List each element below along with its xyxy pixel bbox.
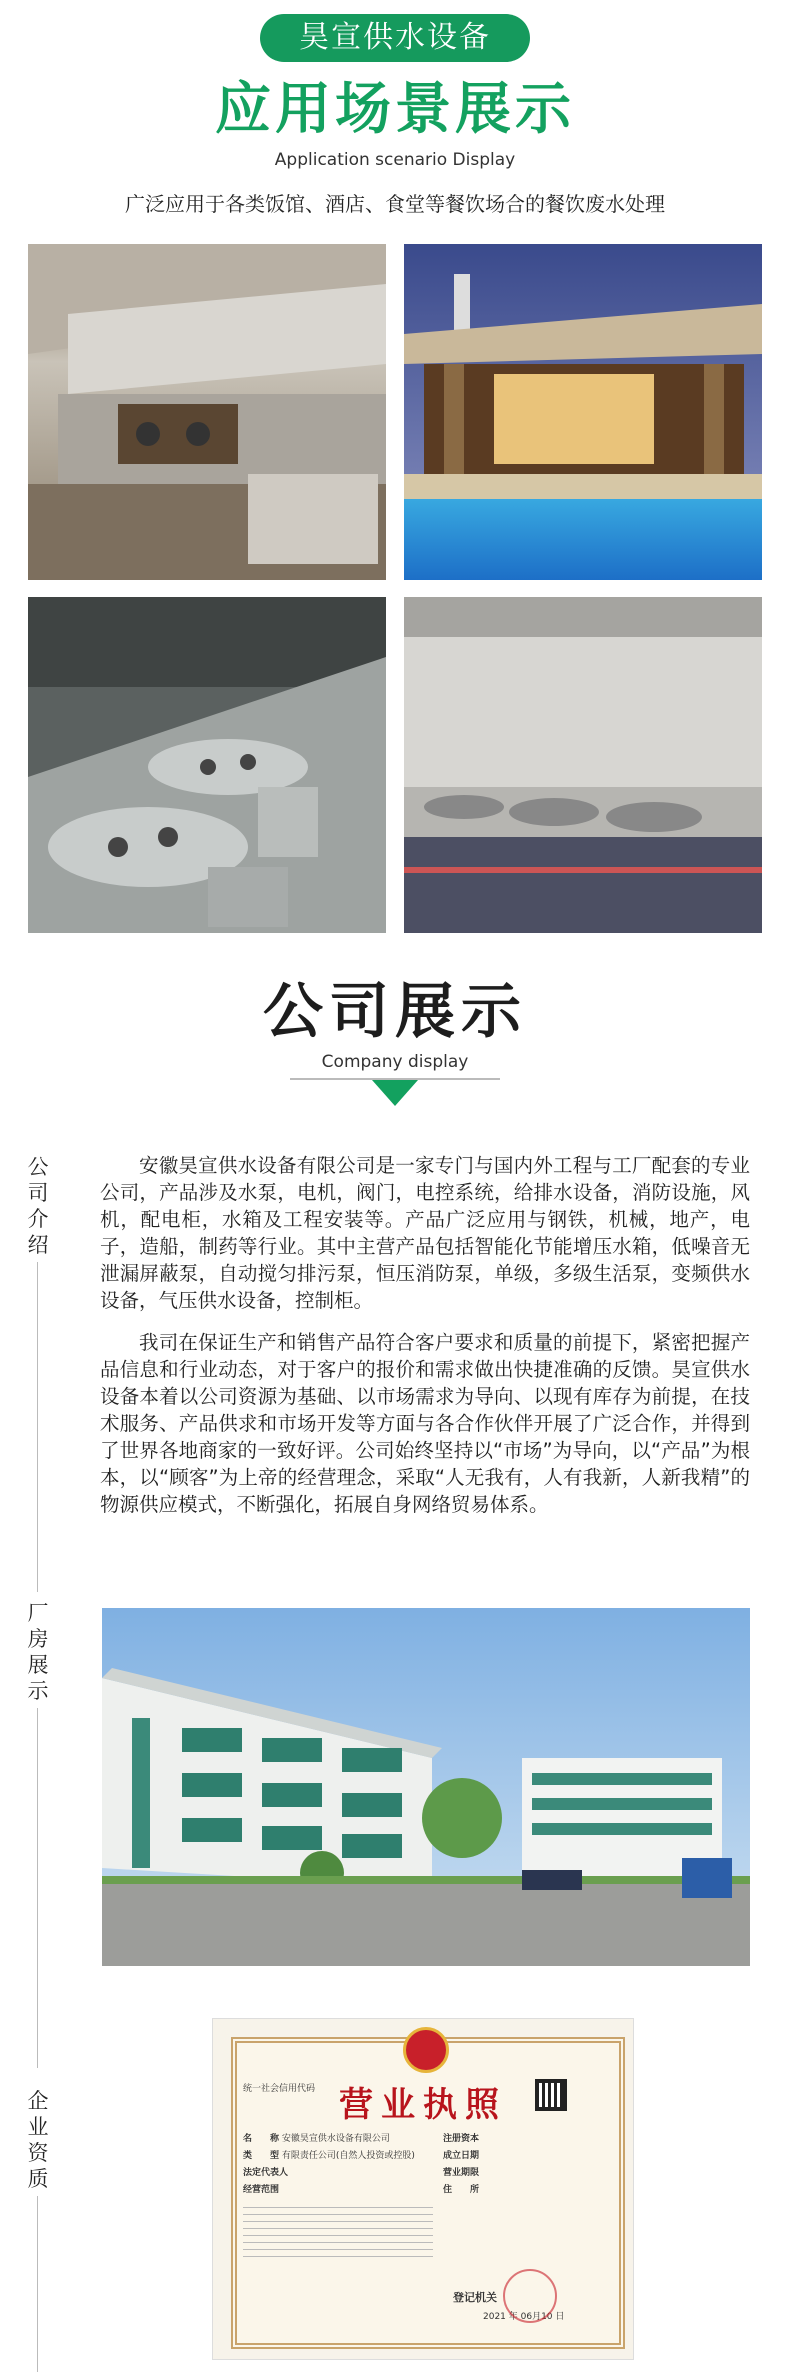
kitchen-photo-1 [28, 244, 386, 580]
side-divider [37, 2196, 38, 2372]
field-label: 营业期限 [443, 2168, 480, 2178]
field-label: 名 称 [243, 2134, 280, 2144]
business-license [212, 2018, 634, 2360]
kitchen-photo-2 [28, 597, 386, 933]
field-value: 安徽昊宣供水设备有限公司 [281, 2134, 390, 2144]
national-emblem-icon [403, 2027, 449, 2073]
scenario-title-en: Application scenario Display [274, 150, 516, 170]
company-title-en: Company display [321, 1052, 469, 1072]
section-label-factory: 厂房展示 [27, 1601, 49, 1703]
company-title: 公司展示 [263, 977, 527, 1047]
field-label: 成立日期 [443, 2151, 480, 2161]
scenario-title: 应用场景展示 [215, 77, 575, 142]
credit-code-label: 统一社会信用代码 [243, 2084, 316, 2094]
company-intro-paragraph-2: 我司在保证生产和销售产品符合客户要求和质量的前提下，紧密把握产品信息和行业动态，对于客户的报价和需求做出快捷准确的反馈。昊宣供水设备本着以公司资源为基础、以市场需求为导向、以现有库存为前提，在技术服务、产品供求和市场开发等方面与各合作伙伴开展了广泛合作，并得到了世界各地商家的一致好评。公司始终坚持以“市场”为导向，以“产品”为根本，以“顾客”为上帝的经营理念，采取“人无我有，人有我新，人新我精”的物源供应模式，不断强化，拓展自身网络贸易体系。 [100, 1331, 750, 1516]
license-left-fields [243, 2131, 433, 2261]
field-label: 注册资本 [443, 2134, 480, 2144]
scenario-description: 广泛应用于各类饭馆、酒店、食堂等餐饮场合的餐饮废水处理 [125, 192, 665, 216]
kitchen-photo-3 [404, 597, 762, 933]
issuer-label: 登记机关 [453, 2291, 497, 2304]
side-divider [37, 1708, 38, 2068]
license-title: 营业执照 [339, 2085, 507, 2125]
side-divider [37, 1262, 38, 1592]
factory-photo [102, 1608, 750, 1966]
field-label: 住 所 [443, 2185, 480, 2195]
section-label-intro: 公司介绍 [27, 1155, 49, 1257]
qr-code-icon [535, 2079, 567, 2111]
company-intro-paragraph-1: 安徽昊宣供水设备有限公司是一家专门与国内外工程与工厂配套的专业公司，产品涉及水泵，电机，阀门，电控系统，给排水设备，消防设施，风机，配电柜，水箱及工程安装等。产品广泛应用与钢铁，机械，地产，电子，造船，制药等行业。其中主营产品包括智能化节能增压水箱，低噪音无泄漏屏蔽泵，自动搅匀排污泵，恒压消防泵，单级，多级生活泵，变频供水设备，气压供水设备，控制柜。 [100, 1154, 750, 1312]
red-seal-icon [503, 2269, 557, 2323]
field-label: 法定代表人 [243, 2168, 289, 2178]
field-value: 有限责任公司(自然人投资或控股) [281, 2151, 415, 2161]
brand-pill: 昊宣供水设备 [260, 14, 530, 62]
field-label: 经营范围 [243, 2185, 280, 2195]
down-triangle-icon [372, 1080, 418, 1106]
license-right-fields [443, 2131, 603, 2199]
section-label-qualification: 企业资质 [27, 2089, 49, 2191]
field-label: 类 型 [243, 2151, 280, 2161]
pool-photo [404, 244, 762, 580]
issue-date: 2021 年 06月10 日 [483, 2312, 565, 2322]
